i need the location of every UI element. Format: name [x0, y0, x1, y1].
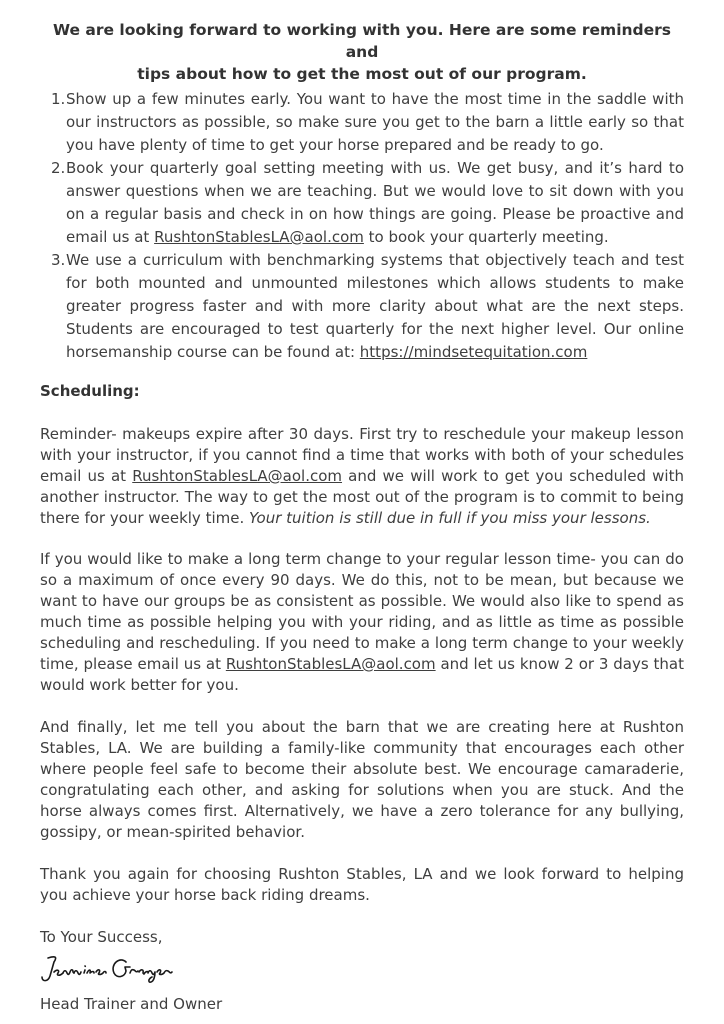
list-item: [40, 249, 684, 364]
tips-list: [40, 88, 684, 364]
course-link[interactable]: https://mindsetequitation.com: [359, 343, 588, 361]
paragraph-text: If you would like to make a long term change to your regular lesson time- you can do so a maximum of once every 90 days. We do this, not to be mean, but because we want to have our groups be as consistent as possible. We would also like to spend as much time as possible helping you with your riding, and as little as time as possible scheduling and rescheduling. If you need to make a long term change to your weekly time, please email us at: [40, 550, 684, 673]
paragraph-text: and let us know 2 or 3 days that would work better for you.: [40, 655, 684, 694]
list-number: 1.: [51, 90, 66, 108]
tuition-note: Your tuition is still due in full if you miss your lessons.: [249, 509, 651, 527]
list-number: 2.: [51, 159, 66, 177]
list-item: [40, 88, 684, 157]
thanks-paragraph: Thank you again for choosing Rushton Stables, LA and we look forward to helping you achieve your horse back riding dreams.: [40, 865, 684, 904]
email-link[interactable]: RushtonStablesLA@aol.com: [225, 655, 436, 673]
signature: [40, 952, 200, 986]
community-paragraph: And finally, let me tell you about the barn that we are creating here at Rushton Stables, LA. We are building a family-like community that encourages each other where people feel safe to become their absolute best. We encourage camaraderie, congratulating each other, and asking for solutions when you are stuck. And the horse always comes first. Alternatively, we have a zero tolerance for any bullying, gossipy, or mean-spirited behavior.: [40, 718, 684, 841]
tip-text: Show up a few minutes early. You want to have the most time in the saddle with our instructors as possible, so make sure you get to the barn a little early so that you have plenty of time to get your horse prepared and be ready to go.: [66, 90, 684, 154]
list-item: [40, 157, 684, 249]
email-link[interactable]: RushtonStablesLA@aol.com: [132, 467, 343, 485]
paragraph-text: and we will work to get you scheduled with another instructor. The way to get the most out of the program is to commit to being there for your weekly time.: [40, 467, 684, 527]
paragraph-text: Reminder- makeups expire after 30 days. First try to reschedule your makeup lesson with your instructor, if you cannot find a time that works with both of your schedules email us at: [40, 425, 684, 485]
intro-line-2: tips about how to get the most out of our program.: [137, 65, 587, 83]
email-link[interactable]: RushtonStablesLA@aol.com: [154, 228, 364, 246]
makeup-paragraph: [40, 424, 684, 529]
tip-text: to book your quarterly meeting.: [368, 228, 609, 246]
tip-text: We use a curriculum with benchmarking systems that objectively teach and test for both mounted and unmounted milestones which allows students to make greater progress faster and with more clarity about what are the next steps. Students are encouraged to test quarterly for the next higher level. Our online horsemanship course can be found at:: [66, 251, 684, 361]
list-number: 3.: [51, 251, 66, 269]
closing-line: To Your Success,: [40, 928, 163, 946]
intro-line-1: We are looking forward to working with you. Here are some reminders and: [52, 21, 672, 61]
scheduling-heading: Scheduling:: [40, 382, 140, 400]
intro-heading: [40, 19, 684, 85]
schedule-change-paragraph: [40, 549, 684, 696]
signer-title: Head Trainer and Owner: [40, 995, 223, 1013]
tip-text: Book your quarterly goal setting meeting with us. We get busy, and it’s hard to answer questions when we are teaching. But we would love to sit down with you on a regular basis and check in on how things are going. Please be proactive and email us at: [66, 159, 684, 246]
